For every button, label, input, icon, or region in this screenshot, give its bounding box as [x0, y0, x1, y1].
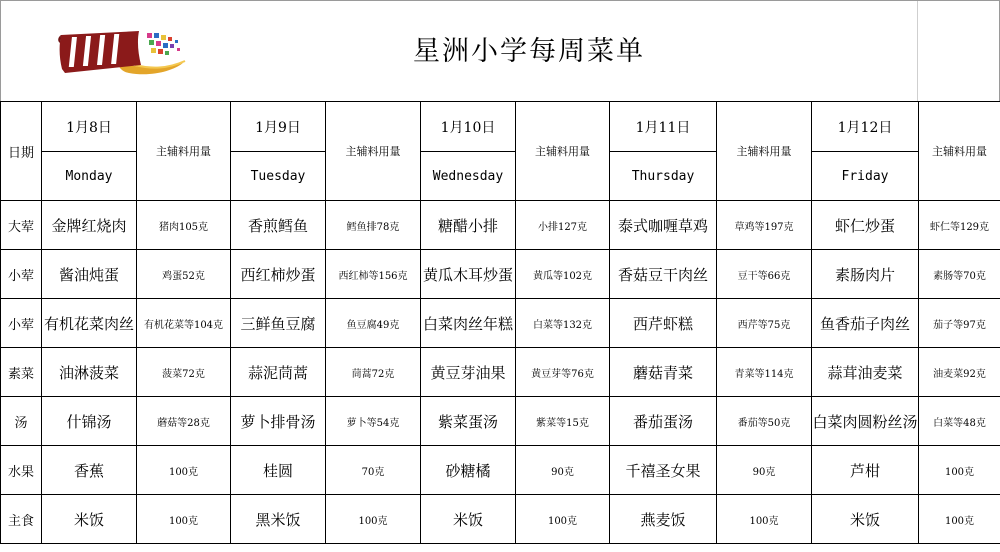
menu-row — [1, 348, 1000, 397]
dish-cell: 蘑菇青菜 — [610, 348, 717, 397]
weekday-cell: Friday — [812, 152, 919, 201]
quantity-cell: 白菜等48克 — [919, 397, 1000, 446]
dish-cell: 有机花菜肉丝 — [42, 299, 137, 348]
dish-cell: 香蕉 — [42, 446, 137, 495]
quantity-cell: 100克 — [326, 495, 421, 544]
dish-cell: 西芹虾糕 — [610, 299, 717, 348]
quantity-cell: 西红柿等156克 — [326, 250, 421, 299]
quantity-cell: 萝卜等54克 — [326, 397, 421, 446]
course-label: 汤 — [1, 397, 42, 446]
dish-cell: 砂糖橘 — [421, 446, 516, 495]
menu-row — [1, 250, 1000, 299]
dish-cell: 什锦汤 — [42, 397, 137, 446]
dish-cell: 油淋菠菜 — [42, 348, 137, 397]
dish-cell: 千禧圣女果 — [610, 446, 717, 495]
quantity-cell: 90克 — [717, 446, 812, 495]
menu-row — [1, 397, 1000, 446]
menu-row — [1, 299, 1000, 348]
quantity-cell: 草鸡等197克 — [717, 201, 812, 250]
quantity-cell: 油麦菜92克 — [919, 348, 1000, 397]
quantity-cell: 茼蒿72克 — [326, 348, 421, 397]
quantity-cell: 有机花菜等104克 — [137, 299, 231, 348]
date-cell: 1月11日 — [610, 102, 717, 152]
quantity-cell: 100克 — [137, 495, 231, 544]
quantity-cell: 90克 — [516, 446, 610, 495]
course-label: 小荤 — [1, 250, 42, 299]
quantity-cell: 蘑菇等28克 — [137, 397, 231, 446]
quantity-cell: 虾仁等129克 — [919, 201, 1000, 250]
menu-header — [0, 0, 1000, 101]
quantity-cell: 100克 — [919, 446, 1000, 495]
quantity-cell: 白菜等132克 — [516, 299, 610, 348]
quantity-cell: 西芹等75克 — [717, 299, 812, 348]
qty-header: 主辅料用量 — [137, 102, 231, 201]
quantity-cell: 100克 — [717, 495, 812, 544]
quantity-cell: 茄子等97克 — [919, 299, 1000, 348]
menu-row — [1, 201, 1000, 250]
dish-cell: 香菇豆干肉丝 — [610, 250, 717, 299]
weekday-cell: Thursday — [610, 152, 717, 201]
dish-cell: 黄瓜木耳炒蛋 — [421, 250, 516, 299]
menu-row — [1, 446, 1000, 495]
menu-body — [1, 201, 1000, 544]
quantity-cell: 70克 — [326, 446, 421, 495]
dish-cell: 西红柿炒蛋 — [231, 250, 326, 299]
quantity-cell: 番茄等50克 — [717, 397, 812, 446]
header-divider — [917, 1, 918, 102]
dish-cell: 萝卜排骨汤 — [231, 397, 326, 446]
dish-cell: 泰式咖喱草鸡 — [610, 201, 717, 250]
weekly-menu-table — [0, 101, 1000, 544]
dish-cell: 桂圆 — [231, 446, 326, 495]
date-cell: 1月12日 — [812, 102, 919, 152]
weekday-cell: Wednesday — [421, 152, 516, 201]
date-cell: 1月10日 — [421, 102, 516, 152]
qty-header: 主辅料用量 — [717, 102, 812, 201]
dish-cell: 番茄蛋汤 — [610, 397, 717, 446]
quantity-cell: 猪肉105克 — [137, 201, 231, 250]
dish-cell: 素肠肉片 — [812, 250, 919, 299]
dish-cell: 米饭 — [421, 495, 516, 544]
weekday-cell: Tuesday — [231, 152, 326, 201]
dish-cell: 黄豆芽油果 — [421, 348, 516, 397]
course-label: 素菜 — [1, 348, 42, 397]
qty-header: 主辅料用量 — [516, 102, 610, 201]
dish-cell: 三鲜鱼豆腐 — [231, 299, 326, 348]
course-label: 主食 — [1, 495, 42, 544]
quantity-cell: 素肠等70克 — [919, 250, 1000, 299]
dish-cell: 酱油炖蛋 — [42, 250, 137, 299]
quantity-cell: 黄瓜等102克 — [516, 250, 610, 299]
dish-cell: 蒜泥茼蒿 — [231, 348, 326, 397]
quantity-cell: 小排127克 — [516, 201, 610, 250]
course-label: 大荤 — [1, 201, 42, 250]
dish-cell: 黑米饭 — [231, 495, 326, 544]
date-label: 日期 — [1, 102, 42, 201]
quantity-cell: 鱼豆腐49克 — [326, 299, 421, 348]
quantity-cell: 鳕鱼排78克 — [326, 201, 421, 250]
dish-cell: 蒜茸油麦菜 — [812, 348, 919, 397]
qty-header: 主辅料用量 — [919, 102, 1000, 201]
dish-cell: 香煎鳕鱼 — [231, 201, 326, 250]
quantity-cell: 鸡蛋52克 — [137, 250, 231, 299]
dish-cell: 燕麦饭 — [610, 495, 717, 544]
dish-cell: 金牌红烧肉 — [42, 201, 137, 250]
date-row — [1, 102, 1000, 152]
qty-header: 主辅料用量 — [326, 102, 421, 201]
dish-cell: 鱼香茄子肉丝 — [812, 299, 919, 348]
quantity-cell: 100克 — [137, 446, 231, 495]
quantity-cell: 豆干等66克 — [717, 250, 812, 299]
dish-cell: 虾仁炒蛋 — [812, 201, 919, 250]
quantity-cell: 菠菜72克 — [137, 348, 231, 397]
quantity-cell: 紫菜等15克 — [516, 397, 610, 446]
course-label: 小荤 — [1, 299, 42, 348]
quantity-cell: 100克 — [919, 495, 1000, 544]
quantity-cell: 青菜等114克 — [717, 348, 812, 397]
dish-cell: 米饭 — [42, 495, 137, 544]
date-cell: 1月9日 — [231, 102, 326, 152]
weekday-cell: Monday — [42, 152, 137, 201]
dish-cell: 米饭 — [812, 495, 919, 544]
menu-title: 星洲小学每周菜单 — [413, 36, 645, 67]
course-label: 水果 — [1, 446, 42, 495]
dish-cell: 白菜肉丝年糕 — [421, 299, 516, 348]
quantity-cell: 黄豆芽等76克 — [516, 348, 610, 397]
quantity-cell: 100克 — [516, 495, 610, 544]
menu-row — [1, 495, 1000, 544]
dish-cell: 芦柑 — [812, 446, 919, 495]
dish-cell: 紫菜蛋汤 — [421, 397, 516, 446]
dish-cell: 白菜肉圆粉丝汤 — [812, 397, 919, 446]
date-cell: 1月8日 — [42, 102, 137, 152]
dish-cell: 糖醋小排 — [421, 201, 516, 250]
